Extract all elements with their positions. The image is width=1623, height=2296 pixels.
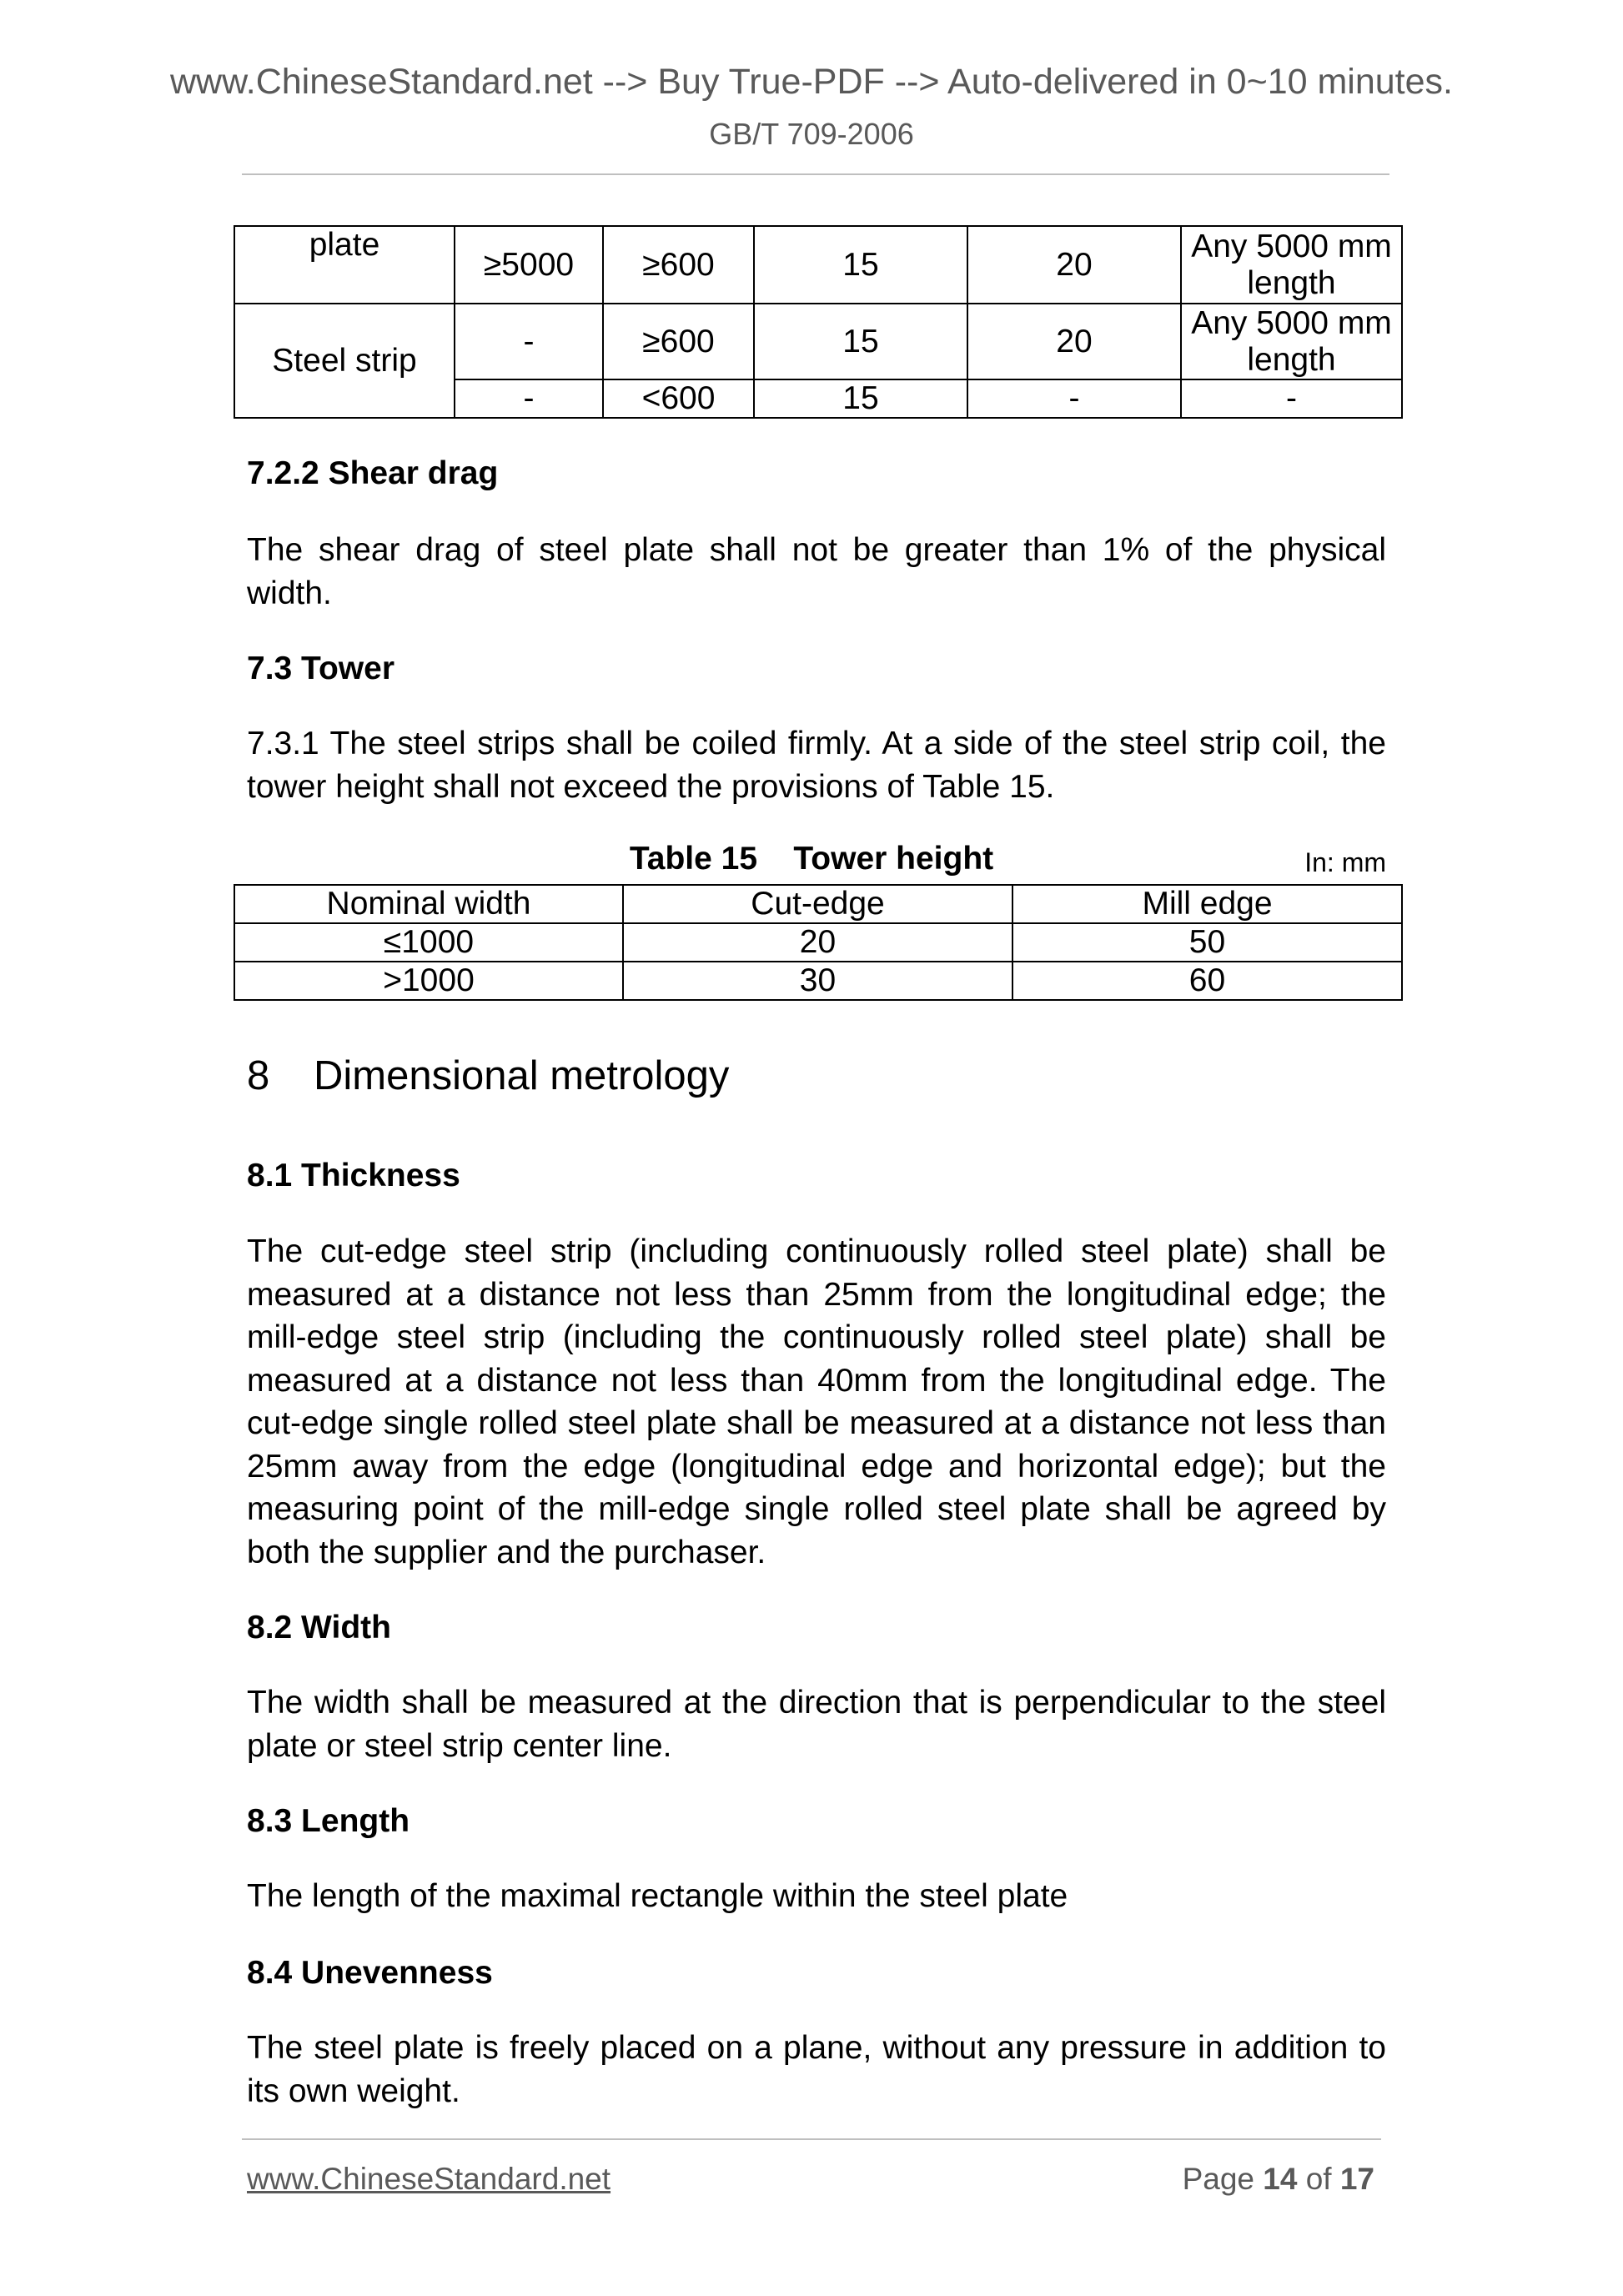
table-cell: ≥5000: [455, 226, 603, 304]
table-cell: ≥600: [603, 226, 754, 304]
table-row: [234, 923, 1402, 962]
standard-code: GB/T 709-2006: [709, 117, 914, 151]
heading-8-2: 8.2 Width: [247, 1610, 391, 1645]
paragraph-width: The width shall be measured at the direction that is perpendicular to the steel plate or steel strip center line.: [247, 1685, 1386, 1764]
paragraph-tower: 7.3.1 The steel strips shall be coiled firmly. At a side of the steel strip coil, the tower height shall not exceed the provisions of Table 15.: [247, 726, 1386, 805]
table-cell: -: [967, 379, 1181, 418]
table-cell: ≥600: [603, 304, 754, 379]
table-cell: Any 5000 mm length: [1181, 226, 1402, 304]
table-row: [234, 962, 1402, 1000]
heading-8-1: 8.1 Thickness: [247, 1158, 460, 1193]
table-header-row: [234, 885, 1402, 923]
table-cell: Steel strip: [234, 304, 455, 418]
heading-8-3: 8.3 Length: [247, 1803, 410, 1839]
table-header-cell: Nominal width: [234, 885, 623, 923]
paragraph-thickness: The cut-edge steel strip (including continuously rolled steel plate) shall be measured at a distance not less than 25mm from the longitudinal edge; the mill-edge steel strip (including the continuously rolled steel plate) shall be measured at a distance not less than 40mm from the longitudinal edge. The cut-edge single rolled steel plate shall be measured at a distance not less than 25mm away from the edge (longitudinal edge and horizontal edge); but the measuring point of the mill-edge single rolled steel plate shall be agreed by both the supplier and the purchaser.: [247, 1233, 1386, 1570]
table-header-cell: Cut-edge: [623, 885, 1012, 923]
table-cell: 20: [967, 226, 1181, 304]
table-cell: -: [455, 304, 603, 379]
table-row: [234, 304, 1402, 379]
page-total: 17: [1339, 2162, 1374, 2196]
table-cell: -: [1181, 379, 1402, 418]
table-15-unit: In: mm: [1304, 847, 1386, 877]
footer-divider: [242, 2138, 1381, 2140]
table-cell: 15: [754, 226, 967, 304]
table-cell: ≤1000: [234, 923, 623, 962]
table-cell: Any 5000 mm length: [1181, 304, 1402, 379]
page-prefix: Page: [1182, 2162, 1264, 2196]
section-8-heading: [247, 1053, 729, 1099]
heading-8-4: 8.4 Unevenness: [247, 1955, 493, 1991]
footer-page-number: [1183, 2162, 1374, 2197]
heading-7-3: 7.3 Tower: [247, 651, 395, 686]
table-cell: 20: [967, 304, 1181, 379]
table-cell: 50: [1012, 923, 1402, 962]
paragraph-unevenness: The steel plate is freely placed on a plane, without any pressure in addition to its own weight.: [247, 2030, 1386, 2109]
table-cell: >1000: [234, 962, 623, 1000]
table-cell: 60: [1012, 962, 1402, 1000]
table-cell: 20: [623, 923, 1012, 962]
table-cell: plate: [234, 226, 455, 304]
heading-7-2-2: 7.2.2 Shear drag: [247, 455, 499, 491]
table-row: [234, 226, 1402, 304]
table-cell: <600: [603, 379, 754, 418]
page-of: of: [1297, 2162, 1340, 2196]
header-banner: www.ChineseStandard.net --> Buy True-PDF --> Auto-delivered in 0~10 minutes.: [169, 62, 1453, 102]
header-divider: [242, 173, 1389, 175]
paragraph-length: The length of the maximal rectangle within the steel plate: [247, 1878, 1068, 1914]
page-current: 14: [1263, 2162, 1298, 2196]
footer-site-link[interactable]: www.ChineseStandard.net: [247, 2162, 611, 2196]
table-top: [234, 225, 1403, 419]
table-cell: 15: [754, 304, 967, 379]
table-15-caption: Table 15 Tower height: [629, 841, 994, 877]
table-header-cell: Mill edge: [1012, 885, 1402, 923]
table-cell: -: [455, 379, 603, 418]
table-15: [234, 884, 1403, 1001]
paragraph-shear-drag: The shear drag of steel plate shall not be greater than 1% of the physical width.: [247, 532, 1386, 611]
table-cell: 30: [623, 962, 1012, 1000]
table-cell: 15: [754, 379, 967, 418]
section-number: 8: [247, 1053, 270, 1098]
section-title: Dimensional metrology: [314, 1053, 730, 1098]
